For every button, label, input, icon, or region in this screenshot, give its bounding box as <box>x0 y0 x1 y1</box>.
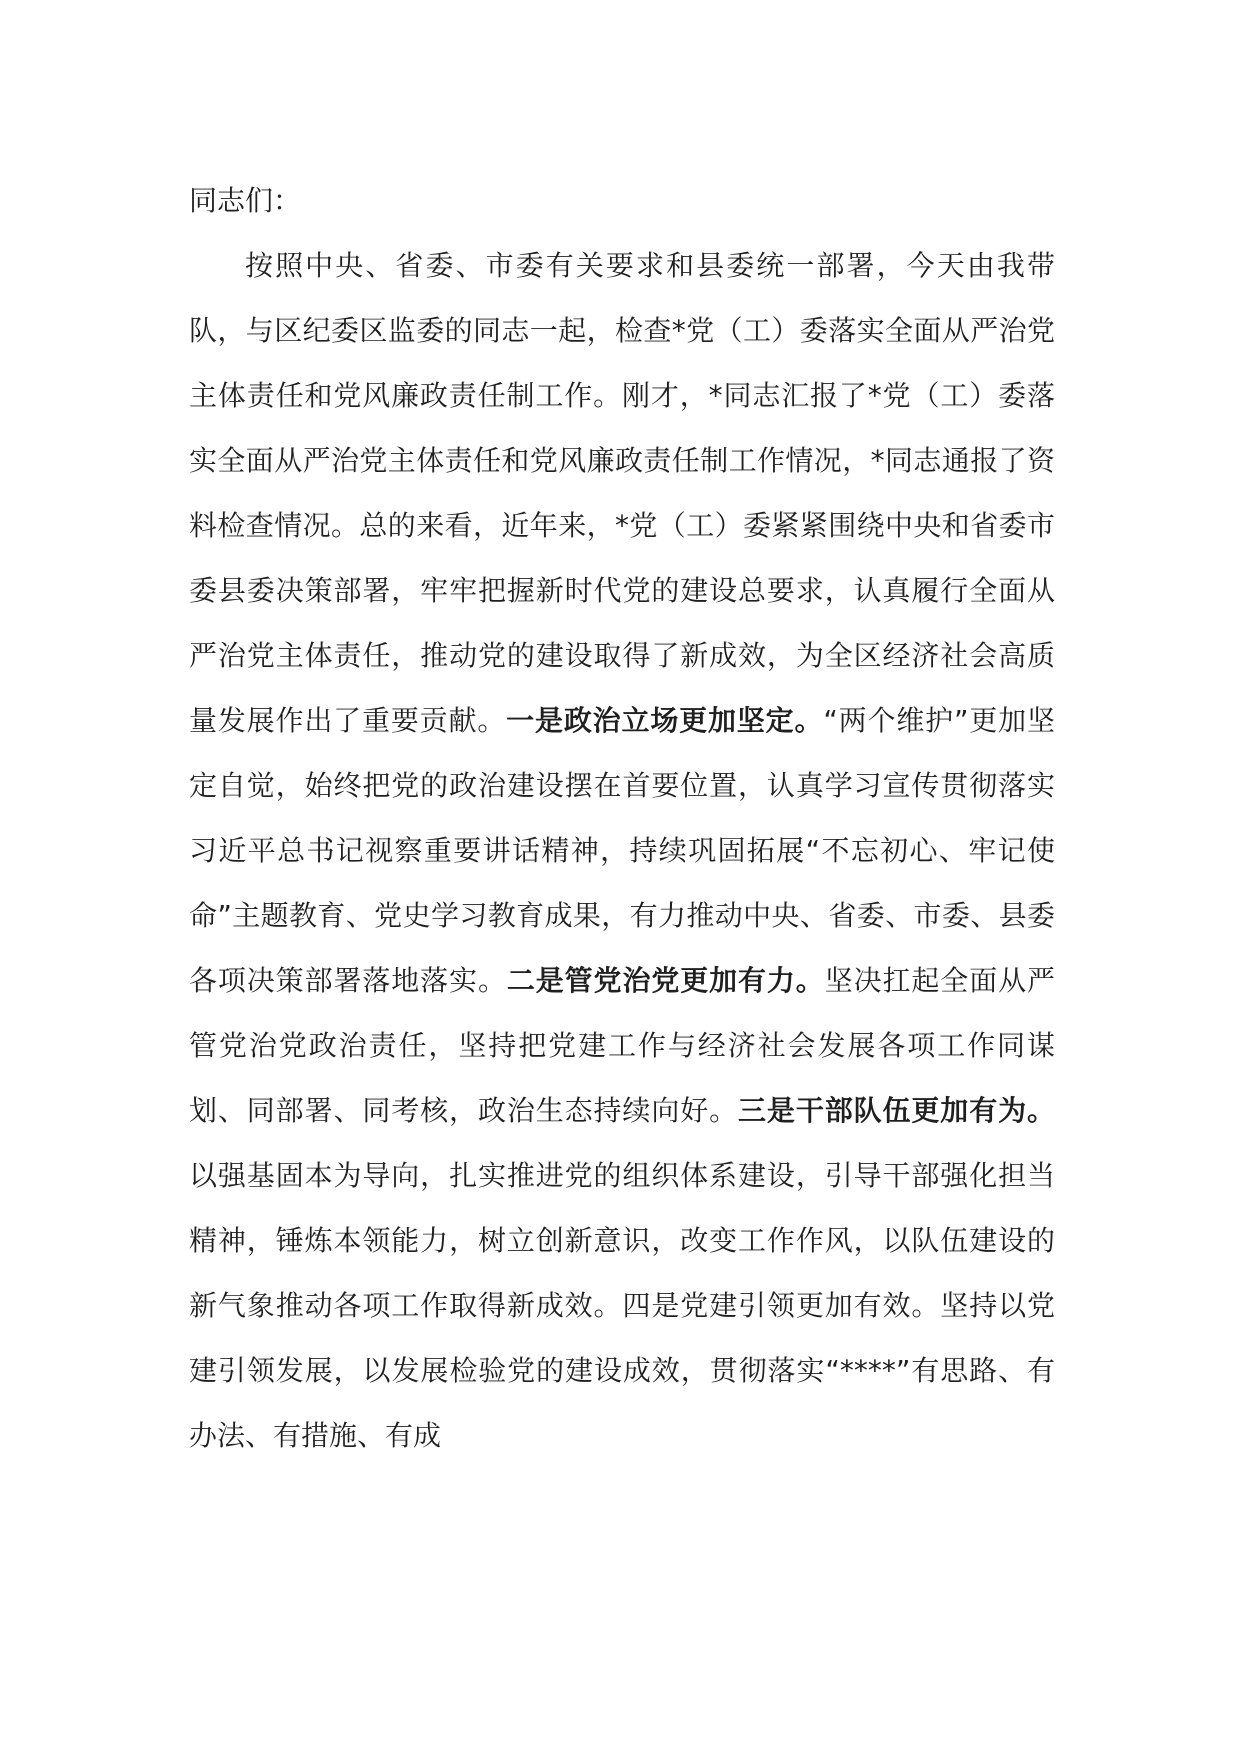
heading-political-stance: 一是政治立场更加坚定。 <box>506 704 824 737</box>
paragraph-text-1: 按照中央、省委、市委有关要求和县委统一部署，今天由我带队，与区纪委区监委的同志一起，检查*党（工）委落实全面从严治党主体责任和党风廉政责任制工作。刚才，*同志汇报了*党（工）委落实全面从严治党主体责任和党风廉政责任制工作情况，*同志通报了资料检查情况。总的来看，近年来，*党（工）委紧紧围绕中央和省委市委县委决策部署，牢牢把握新时代党的建设总要求，认真履行全面从严治党主体责任，推动党的建设取得了新成效，为全区经济社会高质量发展作出了重要贡献。 <box>189 249 1055 737</box>
paragraph-text-2: “两个维护”更加坚定自觉，始终把党的政治建设摆在首要位置，认真学习宣传贯彻落实习近平总书记视察重要讲话精神，持续巩固拓展“不忘初心、牢记使命”主题教育、党史学习教育成果，有力推动中央、省委、市委、县委各项决策部署落地落实。 <box>189 704 1055 997</box>
paragraph-text-3: 坚决扛起全面从严管党治党政治责任，坚持把党建工作与经济社会发展各项工作同谋划、同部署、同考核，政治生态持续向好。 <box>189 964 1055 1127</box>
heading-party-governance: 二是管党治党更加有力。 <box>506 964 825 997</box>
document-body <box>189 168 1055 1468</box>
salutation: 同志们： <box>189 184 302 217</box>
heading-cadre-team: 三是干部队伍更加有为。 <box>738 1094 1055 1127</box>
body-paragraph <box>189 233 1055 1468</box>
paragraph-text-4: 以强基固本为导向，扎实推进党的组织体系建设，引导干部强化担当精神，锤炼本领能力，树立创新意识，改变工作作风，以队伍建设的新气象推动各项工作取得新成效。四是党建引领更加有效。坚持以党建引领发展，以发展检验党的建设成效，贯彻落实“****”有思路、有办法、有措施、有成 <box>189 1159 1055 1452</box>
